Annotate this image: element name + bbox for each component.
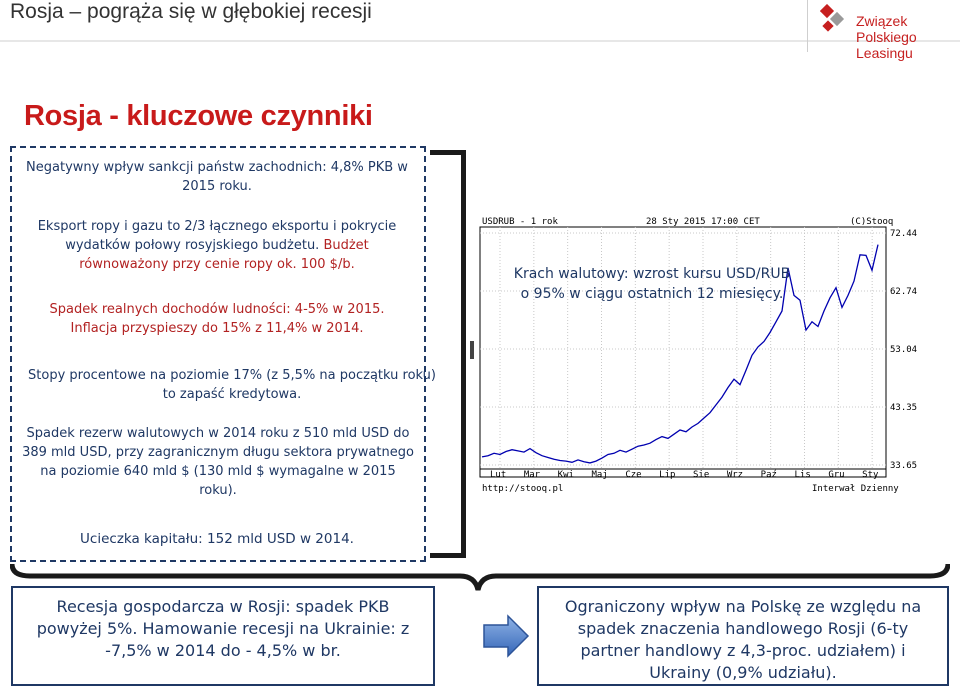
x-tick-label: Maj	[591, 470, 608, 480]
note-export-text: Eksport ropy i gazu to 2/3 łącznego eksportu i pokrycie wydatków połowy rosyjskiego budżetu.	[37, 219, 397, 253]
x-tick-label: Lis	[794, 470, 811, 480]
title-divider	[0, 40, 960, 42]
note-inflation: Inflacja przyspieszy do 15% z 11,4% w 2014.	[70, 321, 364, 336]
x-tick-label: Lut	[490, 470, 507, 480]
logo-divider	[807, 0, 808, 52]
note-reserves: Spadek rezerw walutowych w 2014 roku z 510 mld USD do 389 mld USD, przy zagranicznym długu sektora prywatnego na poziomie 640 mld $ (130 mld $ wymagalne w 2015 roku).	[22, 426, 414, 498]
usdrub-chart	[476, 213, 926, 495]
x-tick-label: Cze	[625, 470, 642, 480]
chart-background	[476, 213, 926, 495]
note-export	[22, 217, 412, 274]
x-tick-label: Lip	[659, 470, 676, 480]
recession-box: Recesja gospodarcza w Rosji: spadek PKB powyżej 5%. Hamowanie recesji na Ukrainie: z -7,5% w 2014 do - 4,5% w br.	[11, 586, 435, 686]
x-tick-label: Mar	[523, 470, 541, 480]
y-tick-label: 53.04	[890, 345, 918, 356]
chart-footer-left: http://stooq.pl	[482, 484, 564, 494]
note-capital-flight: Ucieczka kapitału: 152 mld USD w 2014.	[80, 531, 354, 547]
section-heading: Rosja - kluczowe czynniki	[24, 100, 373, 132]
note-budget: Budżet równoważony przy cenie ropy ok. 100 $/b.	[79, 238, 369, 272]
x-tick-label: Wrz	[726, 470, 744, 480]
chart-annotation: Krach walutowy: wzrost kursu USD/RUB o 95% w ciągu ostatnich 12 miesięcy.	[513, 266, 791, 302]
logo-text	[856, 13, 960, 61]
logo-line-2: Leasingu	[856, 45, 913, 61]
bracket-right	[430, 150, 466, 558]
note-income: Spadek realnych dochodów ludności: 4-5% w 2015.	[49, 302, 385, 317]
chart-header-mid: 28 Sty 2015 17:00 CET	[646, 217, 760, 227]
poland-impact-box: Ograniczony wpływ na Polskę ze względu na spadek znaczenia handlowego Rosji (6-ty partner handlowy z 4,3-proc. udziałem) i Ukrainy (0,9% udziału).	[537, 586, 949, 686]
x-tick-label: Kwi	[557, 470, 574, 480]
y-tick-label: 43.35	[890, 402, 918, 413]
x-tick-label: Paź	[760, 470, 777, 480]
arrow-right-icon	[482, 614, 530, 658]
logo-icon	[820, 4, 850, 36]
x-tick-label: Sie	[693, 470, 710, 480]
y-tick-label: 33.65	[890, 461, 918, 471]
y-tick-label: 62.74	[890, 287, 918, 298]
chart-header-right: (C)Stooq	[850, 217, 894, 227]
chart-footer-right: Interwał Dzienny	[812, 484, 899, 494]
note-rates: Stopy procentowe na poziomie 17% (z 5,5% na początku roku) to zapaść kredytowa.	[28, 368, 436, 402]
logo-line-1: Związek Polskiego	[856, 13, 917, 45]
chart-header-left: USDRUB - 1 rok	[482, 217, 558, 227]
x-tick-label: Sty	[862, 470, 879, 480]
bracket-tick	[470, 341, 474, 359]
y-tick-label: 72.44	[890, 229, 918, 239]
slide-title: Rosja – pogrąża się w głębokiej recesji	[10, 0, 372, 23]
x-tick-label: Gru	[828, 470, 845, 480]
note-sanctions: Negatywny wpływ sankcji państw zachodnich: 4,8% PKB w 2015 roku.	[26, 160, 408, 194]
